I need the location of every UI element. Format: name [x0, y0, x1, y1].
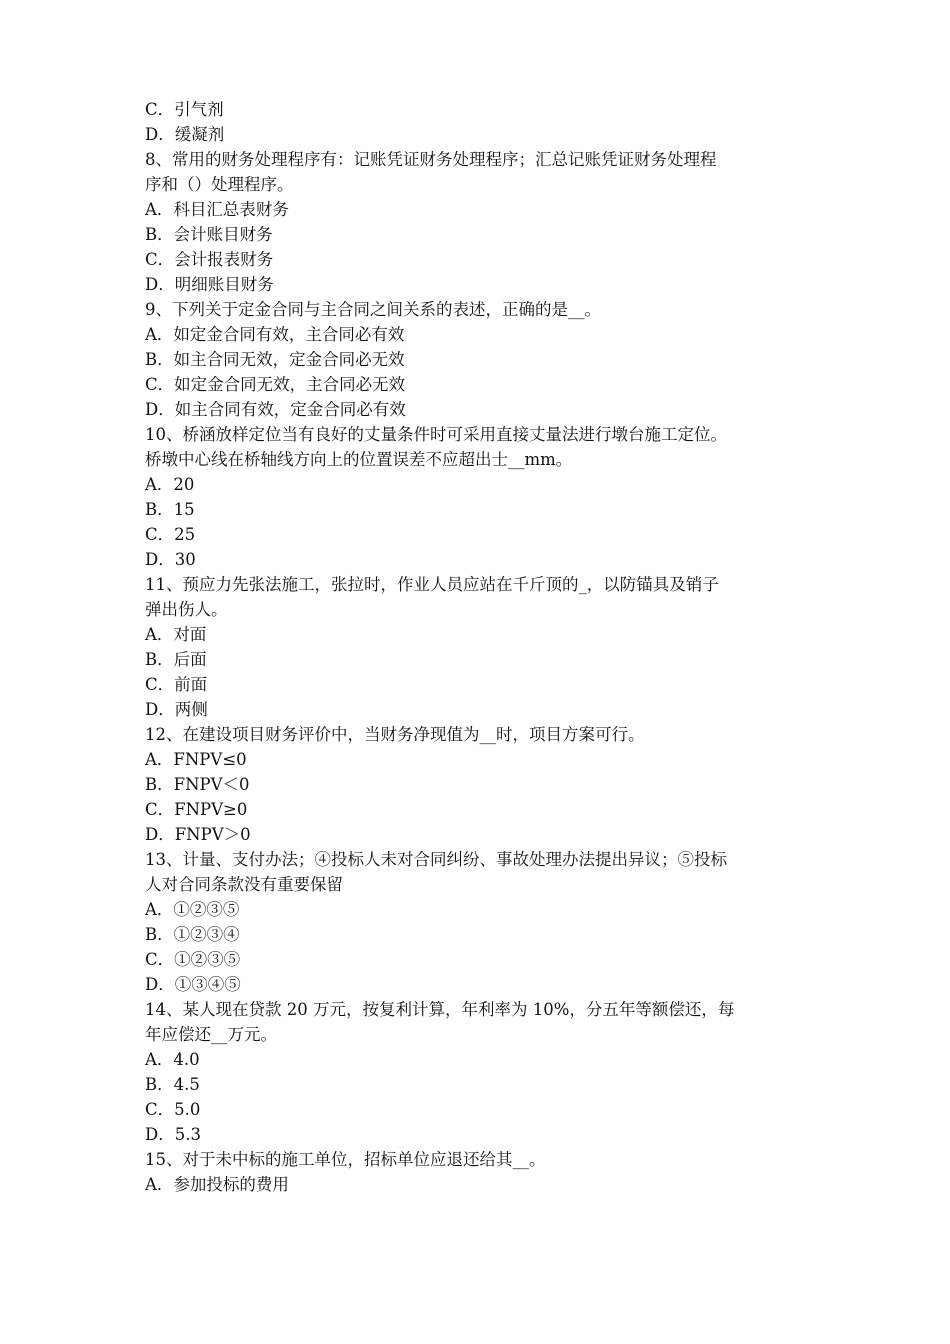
text-line: D．缓凝剂 — [145, 125, 225, 144]
answer-option: B．会计账目财务 — [145, 225, 273, 244]
question-text: 11、预应力先张法施工，张拉时，作业人员应站在千斤顶的_，以防锚具及销子 — [145, 575, 719, 594]
question-text: 12、在建设项目财务评价中，当财务净现值为__时，项目方案可行。 — [145, 725, 645, 744]
answer-option: A．FNPV≤0 — [145, 750, 247, 769]
question-text: 年应偿还__万元。 — [145, 1025, 277, 1044]
answer-option: B．15 — [145, 500, 195, 519]
answer-option: A．①②③⑤ — [145, 900, 240, 919]
answer-option: A．4.0 — [145, 1050, 200, 1069]
question-text: 13、计量、支付办法；④投标人未对合同纠纷、事故处理办法提出异议；⑤投标 — [145, 850, 727, 869]
question-text: 10、桥涵放样定位当有良好的丈量条件时可采用直接丈量法进行墩台施工定位。 — [145, 425, 727, 444]
answer-option: C．①②③⑤ — [145, 950, 241, 969]
answer-option: C．5.0 — [145, 1100, 201, 1119]
answer-option: A．20 — [145, 475, 195, 494]
question-text: 弹出伤人。 — [145, 600, 228, 619]
answer-option: D．如主合同有效，定金合同必有效 — [145, 400, 406, 419]
answer-option: B．①②③④ — [145, 925, 240, 944]
question-text: 桥墩中心线在桥轴线方向上的位置误差不应超出士__mm。 — [145, 450, 573, 469]
answer-option: D．5.3 — [145, 1125, 201, 1144]
answer-option: D．两侧 — [145, 700, 208, 719]
text-line: C．引气剂 — [145, 100, 224, 119]
answer-option: C．前面 — [145, 675, 208, 694]
answer-option: B．如主合同无效，定金合同必无效 — [145, 350, 405, 369]
answer-option: A．科目汇总表财务 — [145, 200, 289, 219]
answer-option: A．参加投标的费用 — [145, 1175, 289, 1194]
answer-option: C．FNPV≥0 — [145, 800, 248, 819]
answer-option: D．30 — [145, 550, 196, 569]
answer-option: B．FNPV＜0 — [145, 775, 250, 794]
answer-option: A．如定金合同有效，主合同必有效 — [145, 325, 405, 344]
question-text: 8、常用的财务处理程序有：记账凭证财务处理程序；汇总记账凭证财务处理程 — [145, 150, 717, 169]
answer-option: B．后面 — [145, 650, 207, 669]
answer-option: C．25 — [145, 525, 196, 544]
question-text: 14、某人现在贷款 20 万元，按复利计算，年利率为 10%，分五年等额偿还，每 — [145, 1000, 735, 1019]
question-text: 序和（）处理程序。 — [145, 175, 294, 194]
answer-option: B．4.5 — [145, 1075, 200, 1094]
question-text: 9、下列关于定金合同与主合同之间关系的表述，正确的是__。 — [145, 300, 601, 319]
answer-option: C．会计报表财务 — [145, 250, 274, 269]
answer-option: D．FNPV＞0 — [145, 825, 251, 844]
answer-option: D．明细账目财务 — [145, 275, 274, 294]
question-text: 人对合同条款没有重要保留 — [145, 875, 343, 894]
document-body — [145, 97, 815, 1197]
answer-option: A．对面 — [145, 625, 207, 644]
answer-option: C．如定金合同无效，主合同必无效 — [145, 375, 406, 394]
answer-option: D．①③④⑤ — [145, 975, 241, 994]
question-text: 15、对于未中标的施工单位，招标单位应退还给其__。 — [145, 1150, 546, 1169]
